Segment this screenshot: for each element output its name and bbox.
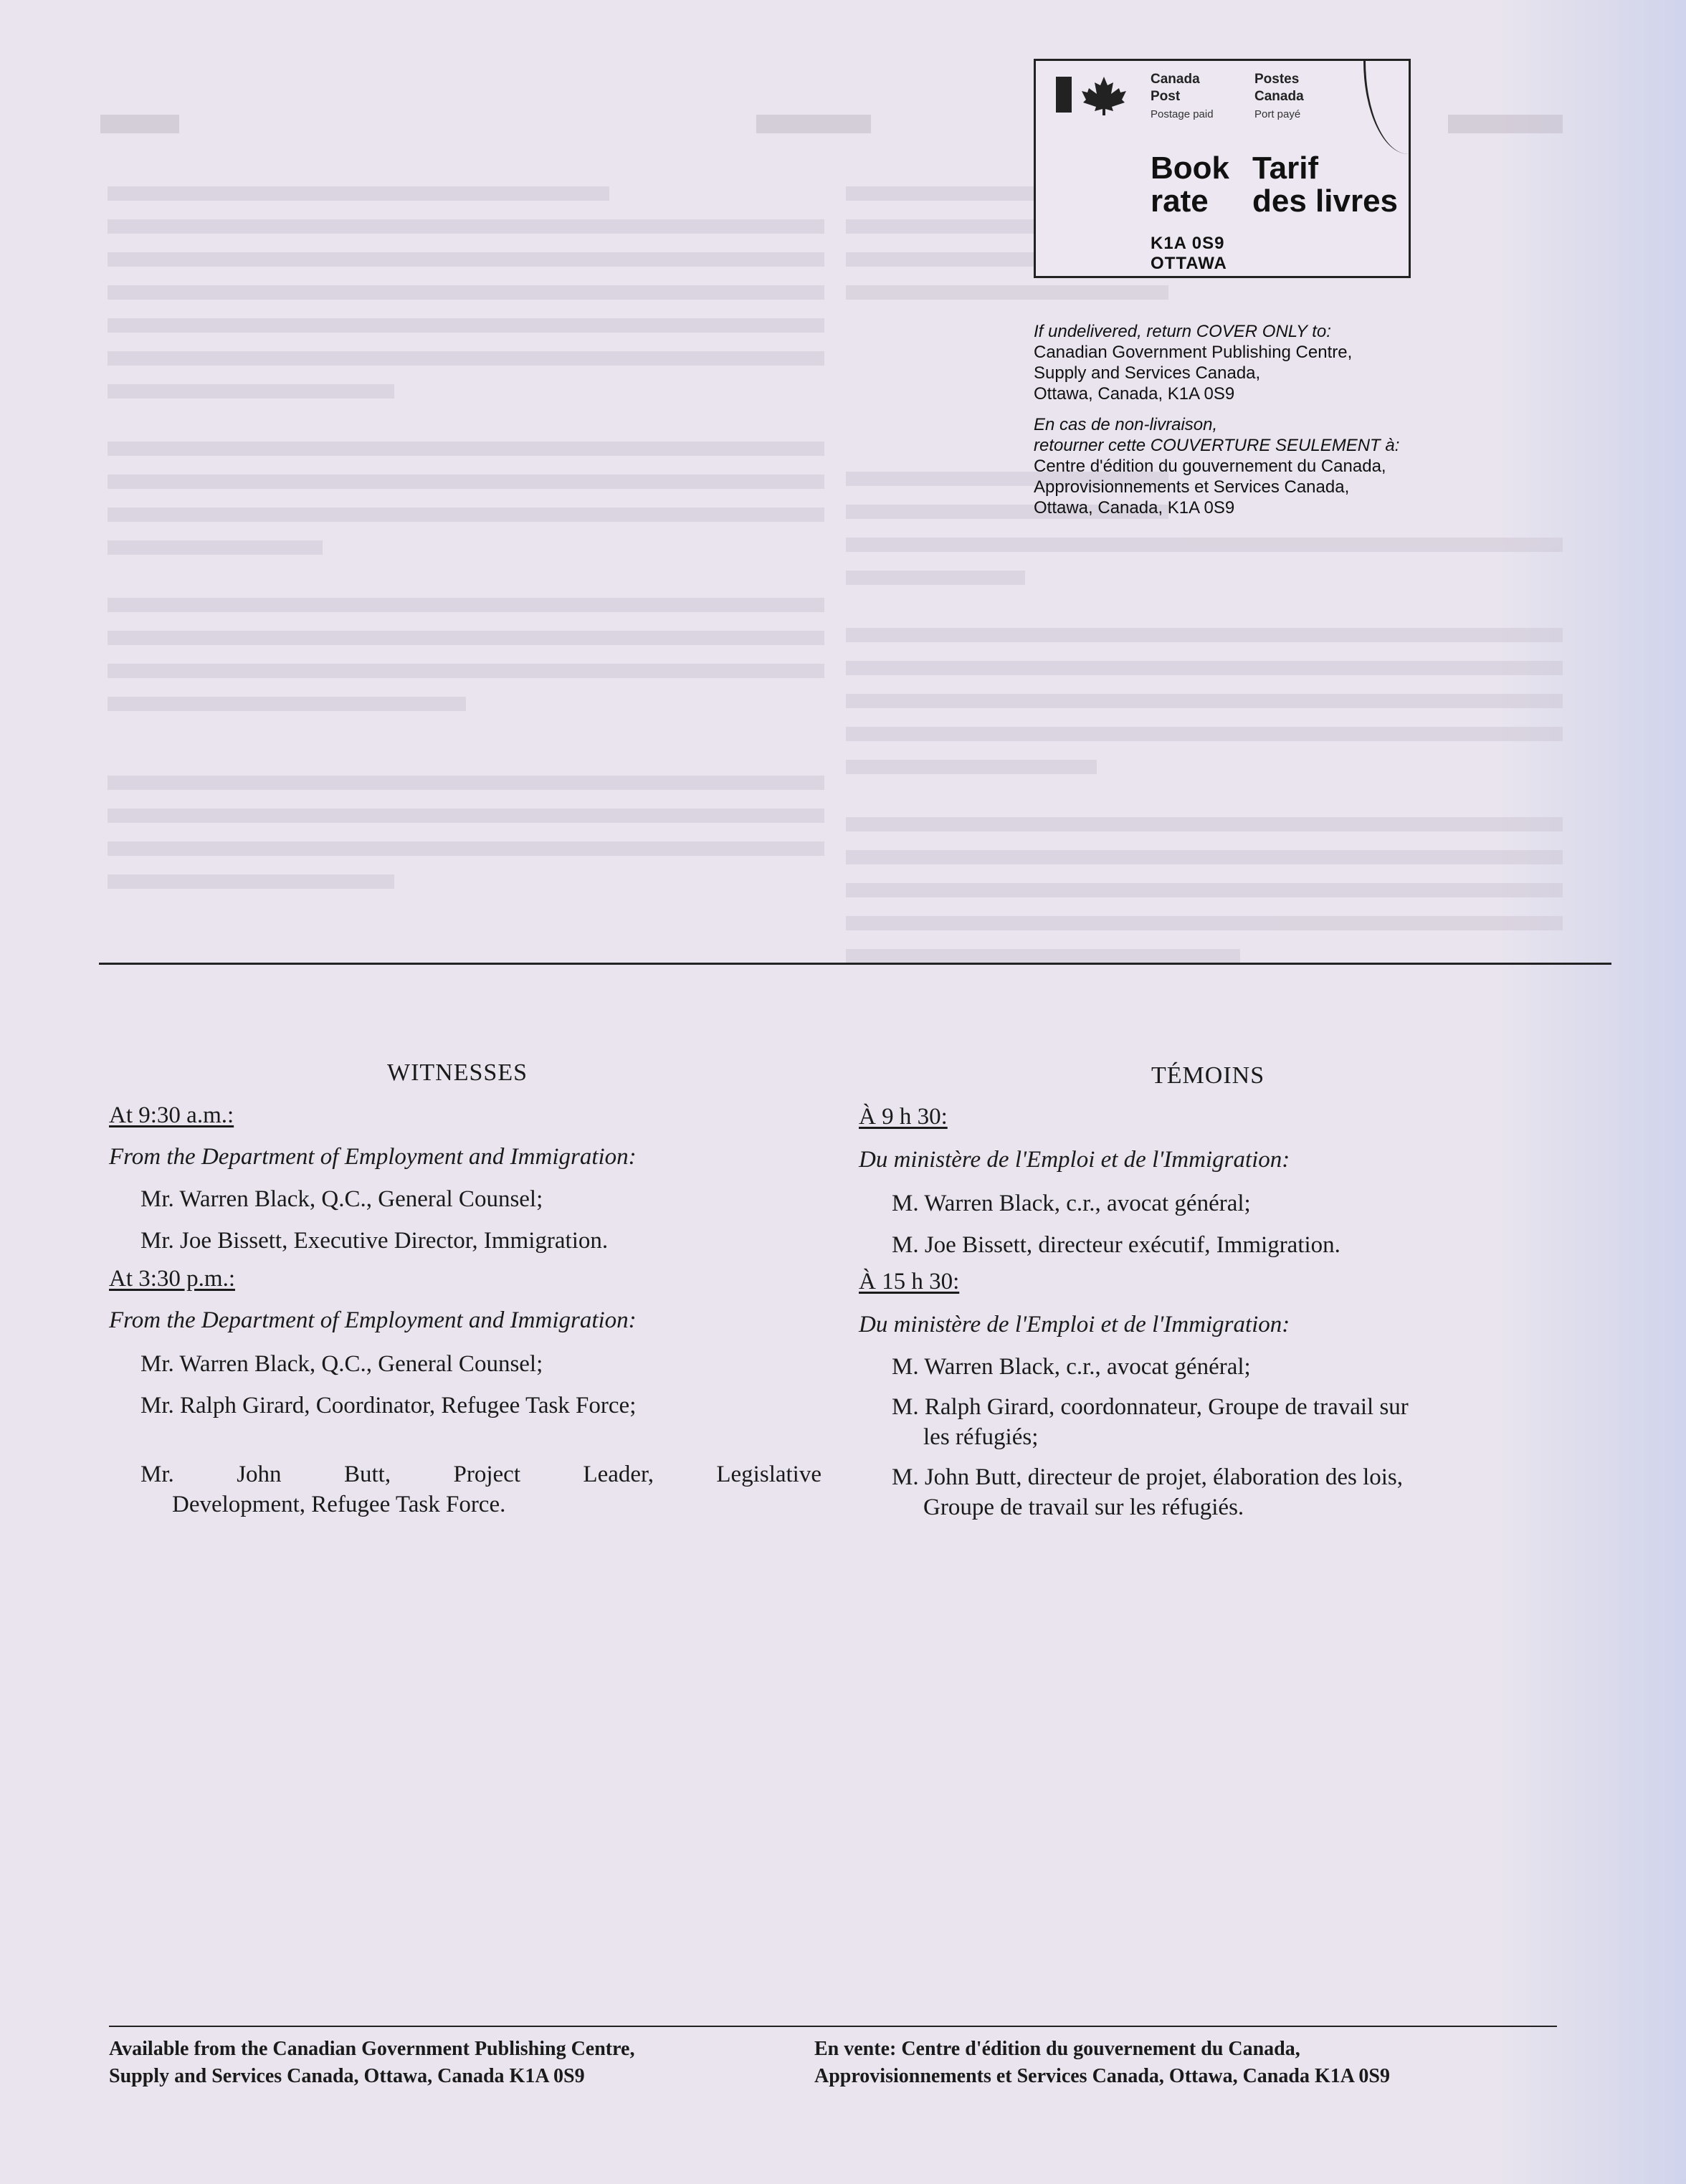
witness-entry: M. Warren Black, c.r., avocat général;	[892, 1354, 1251, 1380]
port-paye-label: Port payé	[1254, 108, 1301, 120]
return-line: Ottawa, Canada, K1A 0S9	[1034, 384, 1235, 404]
footer-en-line1: Available from the Canadian Government Publishing Centre,	[109, 2038, 635, 2060]
section-divider	[99, 963, 1611, 965]
des-livres-label: des livres	[1252, 183, 1399, 219]
witness-entry: Mr. John Butt, Project Leader, Legislative	[140, 1461, 821, 1487]
canada-en-label: Canada	[1151, 72, 1200, 87]
book-label: Book	[1151, 151, 1229, 186]
return-line: En cas de non-livraison,	[1034, 415, 1218, 434]
session2-time-fr: À 15 h 30:	[859, 1269, 960, 1294]
postage-indicia-box	[1034, 59, 1411, 278]
session2-dept-fr: Du ministère de l'Emploi et de l'Immigration:	[859, 1312, 1290, 1337]
return-line: retourner cette COUVERTURE SEULEMENT à:	[1034, 436, 1400, 455]
session1-time-en: At 9:30 a.m.:	[109, 1102, 234, 1128]
witness-entry: M. Warren Black, c.r., avocat général;	[892, 1191, 1251, 1216]
session1-dept-en: From the Department of Employment and Immigration:	[109, 1144, 637, 1170]
show-through-right-column	[846, 165, 1563, 982]
post-en-label: Post	[1151, 89, 1181, 104]
return-line: Centre d'édition du gouvernement du Canada,	[1034, 457, 1386, 476]
return-line: Supply and Services Canada,	[1034, 363, 1261, 383]
witness-entry: Mr. Warren Black, Q.C., General Counsel;	[140, 1186, 543, 1212]
session2-dept-en: From the Department of Employment and Immigration:	[109, 1307, 637, 1333]
envelope-fold-line	[1363, 61, 1409, 154]
session1-dept-fr: Du ministère de l'Emploi et de l'Immigration:	[859, 1147, 1290, 1173]
return-line: Canadian Government Publishing Centre,	[1034, 343, 1353, 362]
temoins-heading: TÉMOINS	[1151, 1062, 1265, 1089]
footer-rule	[109, 2026, 1557, 2027]
return-line: Approvisionnements et Services Canada,	[1034, 477, 1350, 497]
witnesses-heading: WITNESSES	[387, 1059, 528, 1086]
return-address-en	[1034, 321, 1578, 404]
witness-entry-continuation: les réfugiés;	[923, 1424, 1039, 1450]
return-line: Ottawa, Canada, K1A 0S9	[1034, 498, 1235, 518]
return-line: If undelivered, return COVER ONLY to:	[1034, 322, 1331, 341]
tarif-label: Tarif	[1252, 151, 1319, 186]
city-label: OTTAWA	[1151, 254, 1227, 273]
witness-entry: M. Ralph Girard, coordonnateur, Groupe de travail sur	[892, 1394, 1409, 1420]
witness-entry: M. Joe Bissett, directeur exécutif, Immigration.	[892, 1232, 1340, 1258]
session1-time-fr: À 9 h 30:	[859, 1104, 948, 1130]
return-address-fr	[1034, 414, 1578, 518]
postage-paid-label: Postage paid	[1151, 108, 1214, 120]
maple-leaf-icon	[1079, 74, 1129, 117]
canada-fr-label: Canada	[1254, 89, 1304, 104]
footer-en-line2: Supply and Services Canada, Ottawa, Canada K1A 0S9	[109, 2065, 585, 2087]
show-through-left-column	[108, 165, 824, 907]
footer-fr-line2: Approvisionnements et Services Canada, Ottawa, Canada K1A 0S9	[814, 2065, 1390, 2087]
rate-label: rate	[1151, 183, 1209, 219]
flag-bar	[1056, 77, 1072, 113]
witness-entry-continuation: Groupe de travail sur les réfugiés.	[923, 1494, 1244, 1520]
postal-code: K1A 0S9	[1151, 234, 1225, 253]
witness-entry: M. John Butt, directeur de projet, élaboration des lois,	[892, 1464, 1404, 1490]
witness-entry: Mr. Joe Bissett, Executive Director, Immigration.	[140, 1228, 609, 1254]
witness-entry-continuation: Development, Refugee Task Force.	[172, 1492, 506, 1517]
witness-entry: Mr. Ralph Girard, Coordinator, Refugee Task Force;	[140, 1393, 637, 1418]
footer-fr-line1: En vente: Centre d'édition du gouvernement du Canada,	[814, 2038, 1300, 2060]
session2-time-en: At 3:30 p.m.:	[109, 1266, 236, 1292]
witness-entry: Mr. Warren Black, Q.C., General Counsel;	[140, 1351, 543, 1377]
postes-fr-label: Postes	[1254, 72, 1300, 87]
